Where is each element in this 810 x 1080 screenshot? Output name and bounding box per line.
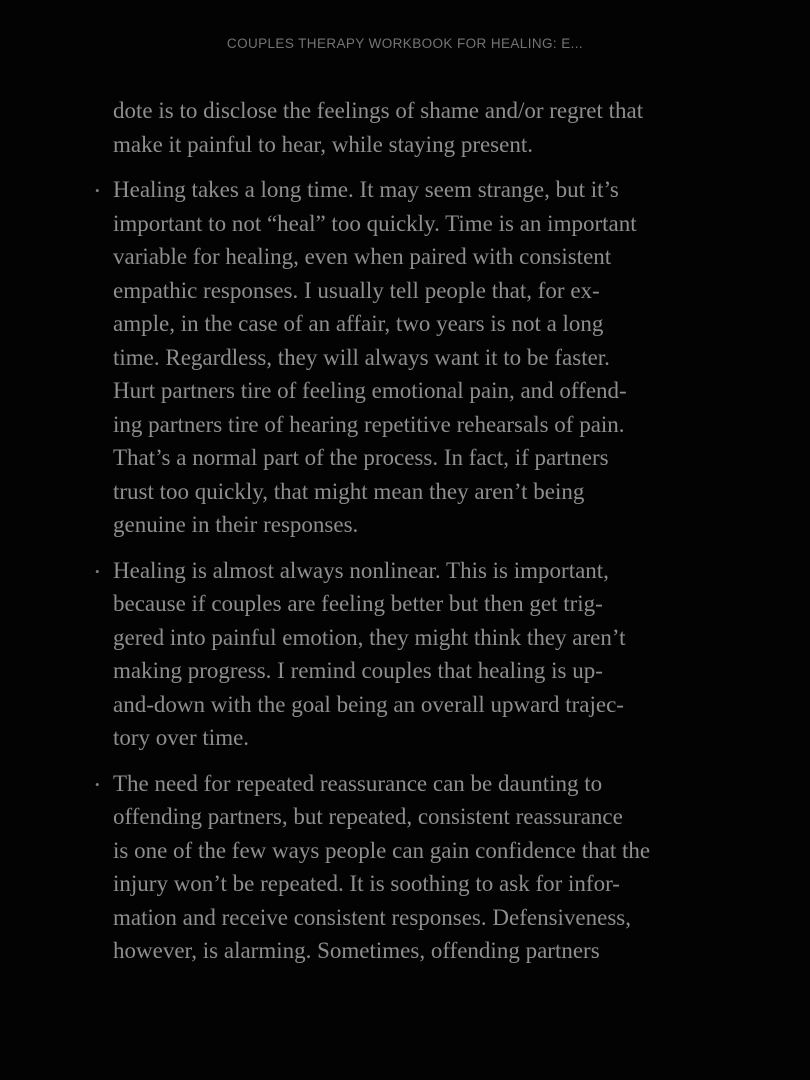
text-line: trust too quickly, that might mean they aren’t being [113, 478, 585, 504]
text-line: Healing takes a long time. It may seem strange, but it’s [113, 177, 619, 202]
bullet-icon: • [95, 776, 100, 792]
text-line: is one of the few ways people can gain confidence that the [113, 837, 651, 863]
text-line: tory over time. [113, 725, 250, 750]
text-line: making progress. I remind couples that healing is up- [113, 658, 603, 683]
book-title-header [0, 36, 810, 51]
bullet-item-nonlinear-healing [95, 554, 722, 755]
bullet-item-healing-time [95, 173, 722, 542]
text-line: ample, in the case of an affair, two years is not a long [113, 311, 604, 336]
bullet-text [113, 767, 722, 968]
text-line: ing partners tire of hearing repetitive rehearsals of pain. [113, 411, 625, 437]
intro-paragraph [113, 94, 722, 161]
text-line: because if couples are feeling better but then get trig- [113, 591, 603, 616]
text-line: The need for repeated reassurance can be daunting to [113, 770, 603, 796]
bullet-text [113, 554, 722, 755]
book-title: COUPLES THERAPY WORKBOOK FOR HEALING: E... [226, 36, 584, 51]
text-line: Hurt partners tire of feeling emotional pain, and offend- [113, 378, 627, 403]
text-line: injury won’t be repeated. It is soothing to ask for infor- [113, 871, 620, 896]
bullet-item-repeated-reassurance [95, 767, 722, 968]
text-line: mation and receive consistent responses. Defensiveness, [113, 904, 631, 930]
bullet-text [113, 173, 722, 542]
text-line: however, is alarming. Sometimes, offending partners [113, 938, 600, 963]
text-line: and-down with the goal being an overall upward trajec- [113, 691, 624, 717]
text-line: dote is to disclose the feelings of shame and/or regret that [113, 98, 644, 123]
text-line: make it painful to hear, while staying present. [113, 131, 533, 157]
reading-page[interactable] [95, 94, 722, 980]
text-line: time. Regardless, they will always want it to be faster. [113, 344, 610, 370]
text-line: That’s a normal part of the process. In fact, if partners [113, 445, 609, 470]
text-line: empathic responses. I usually tell people that, for ex- [113, 277, 600, 303]
text-line: gered into painful emotion, they might think they aren’t [113, 624, 626, 650]
text-line: variable for healing, even when paired with consistent [113, 244, 612, 269]
bullet-icon: • [95, 183, 100, 198]
text-line: important to not “heal” too quickly. Time is an important [113, 210, 637, 236]
text-line: genuine in their responses. [113, 512, 359, 537]
text-line: Healing is almost always nonlinear. This is important, [113, 557, 609, 583]
bullet-icon: • [95, 563, 100, 579]
text-line: offending partners, but repeated, consistent reassurance [113, 804, 623, 829]
